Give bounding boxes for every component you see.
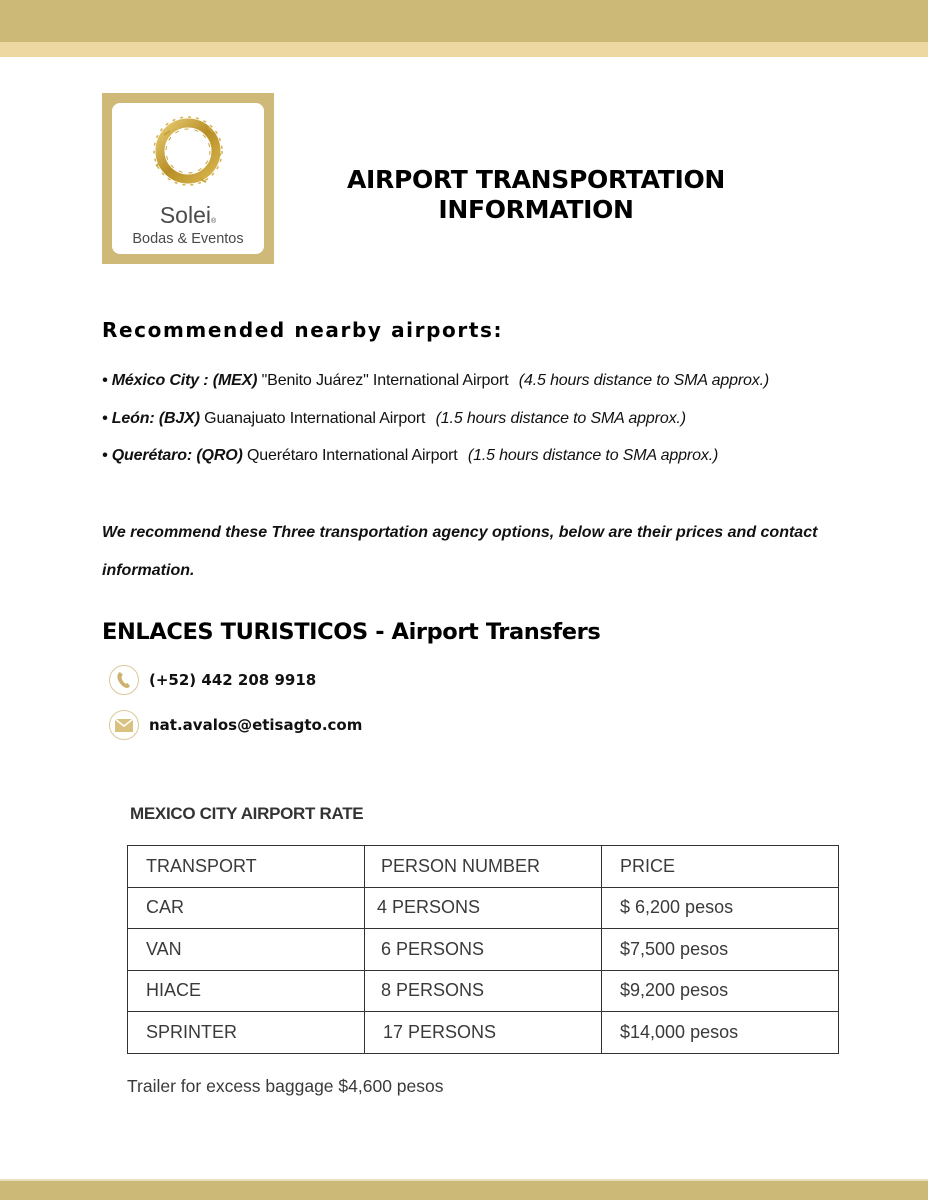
- price-cell: $7,500 pesos: [602, 929, 839, 971]
- airport-city: • Querétaro: (QRO): [102, 447, 243, 464]
- gold-ring-icon: [150, 113, 226, 189]
- page-title: AIRPORT TRANSPORTATION INFORMATION: [346, 165, 726, 224]
- agency-phone: [109, 665, 316, 695]
- rate-table: [127, 845, 839, 1054]
- envelope-icon: [109, 710, 139, 740]
- transport-cell: CAR: [128, 887, 365, 929]
- airport-name: "Benito Juárez" International Airport: [261, 372, 509, 389]
- airport-item: [102, 447, 769, 485]
- table-row: [128, 970, 839, 1012]
- price-cell: $14,000 pesos: [602, 1012, 839, 1054]
- logo-panel: [112, 103, 264, 254]
- persons-cell: 6 PERSONS: [365, 929, 602, 971]
- footer-band: [0, 1181, 928, 1200]
- transport-cell: VAN: [128, 929, 365, 971]
- agency-email: [109, 710, 362, 740]
- airport-city: • León: (BJX): [102, 409, 200, 427]
- airport-distance: (1.5 hours distance to SMA approx.): [435, 409, 686, 427]
- price-cell: $9,200 pesos: [602, 970, 839, 1012]
- solei-logo: [102, 93, 274, 264]
- rate-table-title: MEXICO CITY AIRPORT RATE: [130, 804, 364, 823]
- brand-tagline: Bodas & Eventos: [132, 231, 244, 247]
- persons-cell: 17 PERSONS: [365, 1012, 602, 1054]
- price-cell: $ 6,200 pesos: [602, 887, 839, 929]
- header-band: [0, 0, 928, 42]
- airport-name: Guanajuato International Airport: [204, 409, 426, 427]
- airport-item: [102, 410, 769, 448]
- phone-number[interactable]: (+52) 442 208 9918: [149, 671, 317, 689]
- airport-distance: (1.5 hours distance to SMA approx.): [467, 447, 719, 464]
- table-header-row: [128, 846, 839, 888]
- column-header: TRANSPORT: [128, 846, 365, 888]
- airport-name: Querétaro International Airport: [247, 447, 458, 464]
- header-band-accent: [0, 42, 928, 57]
- table-row: [128, 929, 839, 971]
- table-row: [128, 887, 839, 929]
- phone-icon: [109, 665, 139, 695]
- airport-city: • México City : (MEX): [102, 372, 258, 389]
- airport-list: [102, 372, 769, 485]
- brand-name: Solei®: [159, 202, 217, 228]
- transport-cell: SPRINTER: [128, 1012, 365, 1054]
- persons-cell: 4 PERSONS: [365, 887, 602, 929]
- airport-item: [102, 372, 769, 410]
- email-address[interactable]: nat.avalos@etisagto.com: [149, 716, 363, 734]
- airports-heading: Recommended nearby airports:: [102, 318, 504, 342]
- airport-distance: (4.5 hours distance to SMA approx.): [518, 372, 770, 389]
- table-row: [128, 1012, 839, 1054]
- registered-mark: ®: [210, 218, 217, 225]
- agency-title: ENLACES TURISTICOS - Airport Transfers: [102, 619, 601, 645]
- recommendation-text: We recommend these Three transportation agency options, below are their prices and contact information.: [102, 524, 818, 579]
- column-header: PERSON NUMBER: [365, 846, 602, 888]
- trailer-note: Trailer for excess baggage $4,600 pesos: [127, 1076, 444, 1096]
- transport-cell: HIACE: [128, 970, 365, 1012]
- column-header: PRICE: [602, 846, 839, 888]
- persons-cell: 8 PERSONS: [365, 970, 602, 1012]
